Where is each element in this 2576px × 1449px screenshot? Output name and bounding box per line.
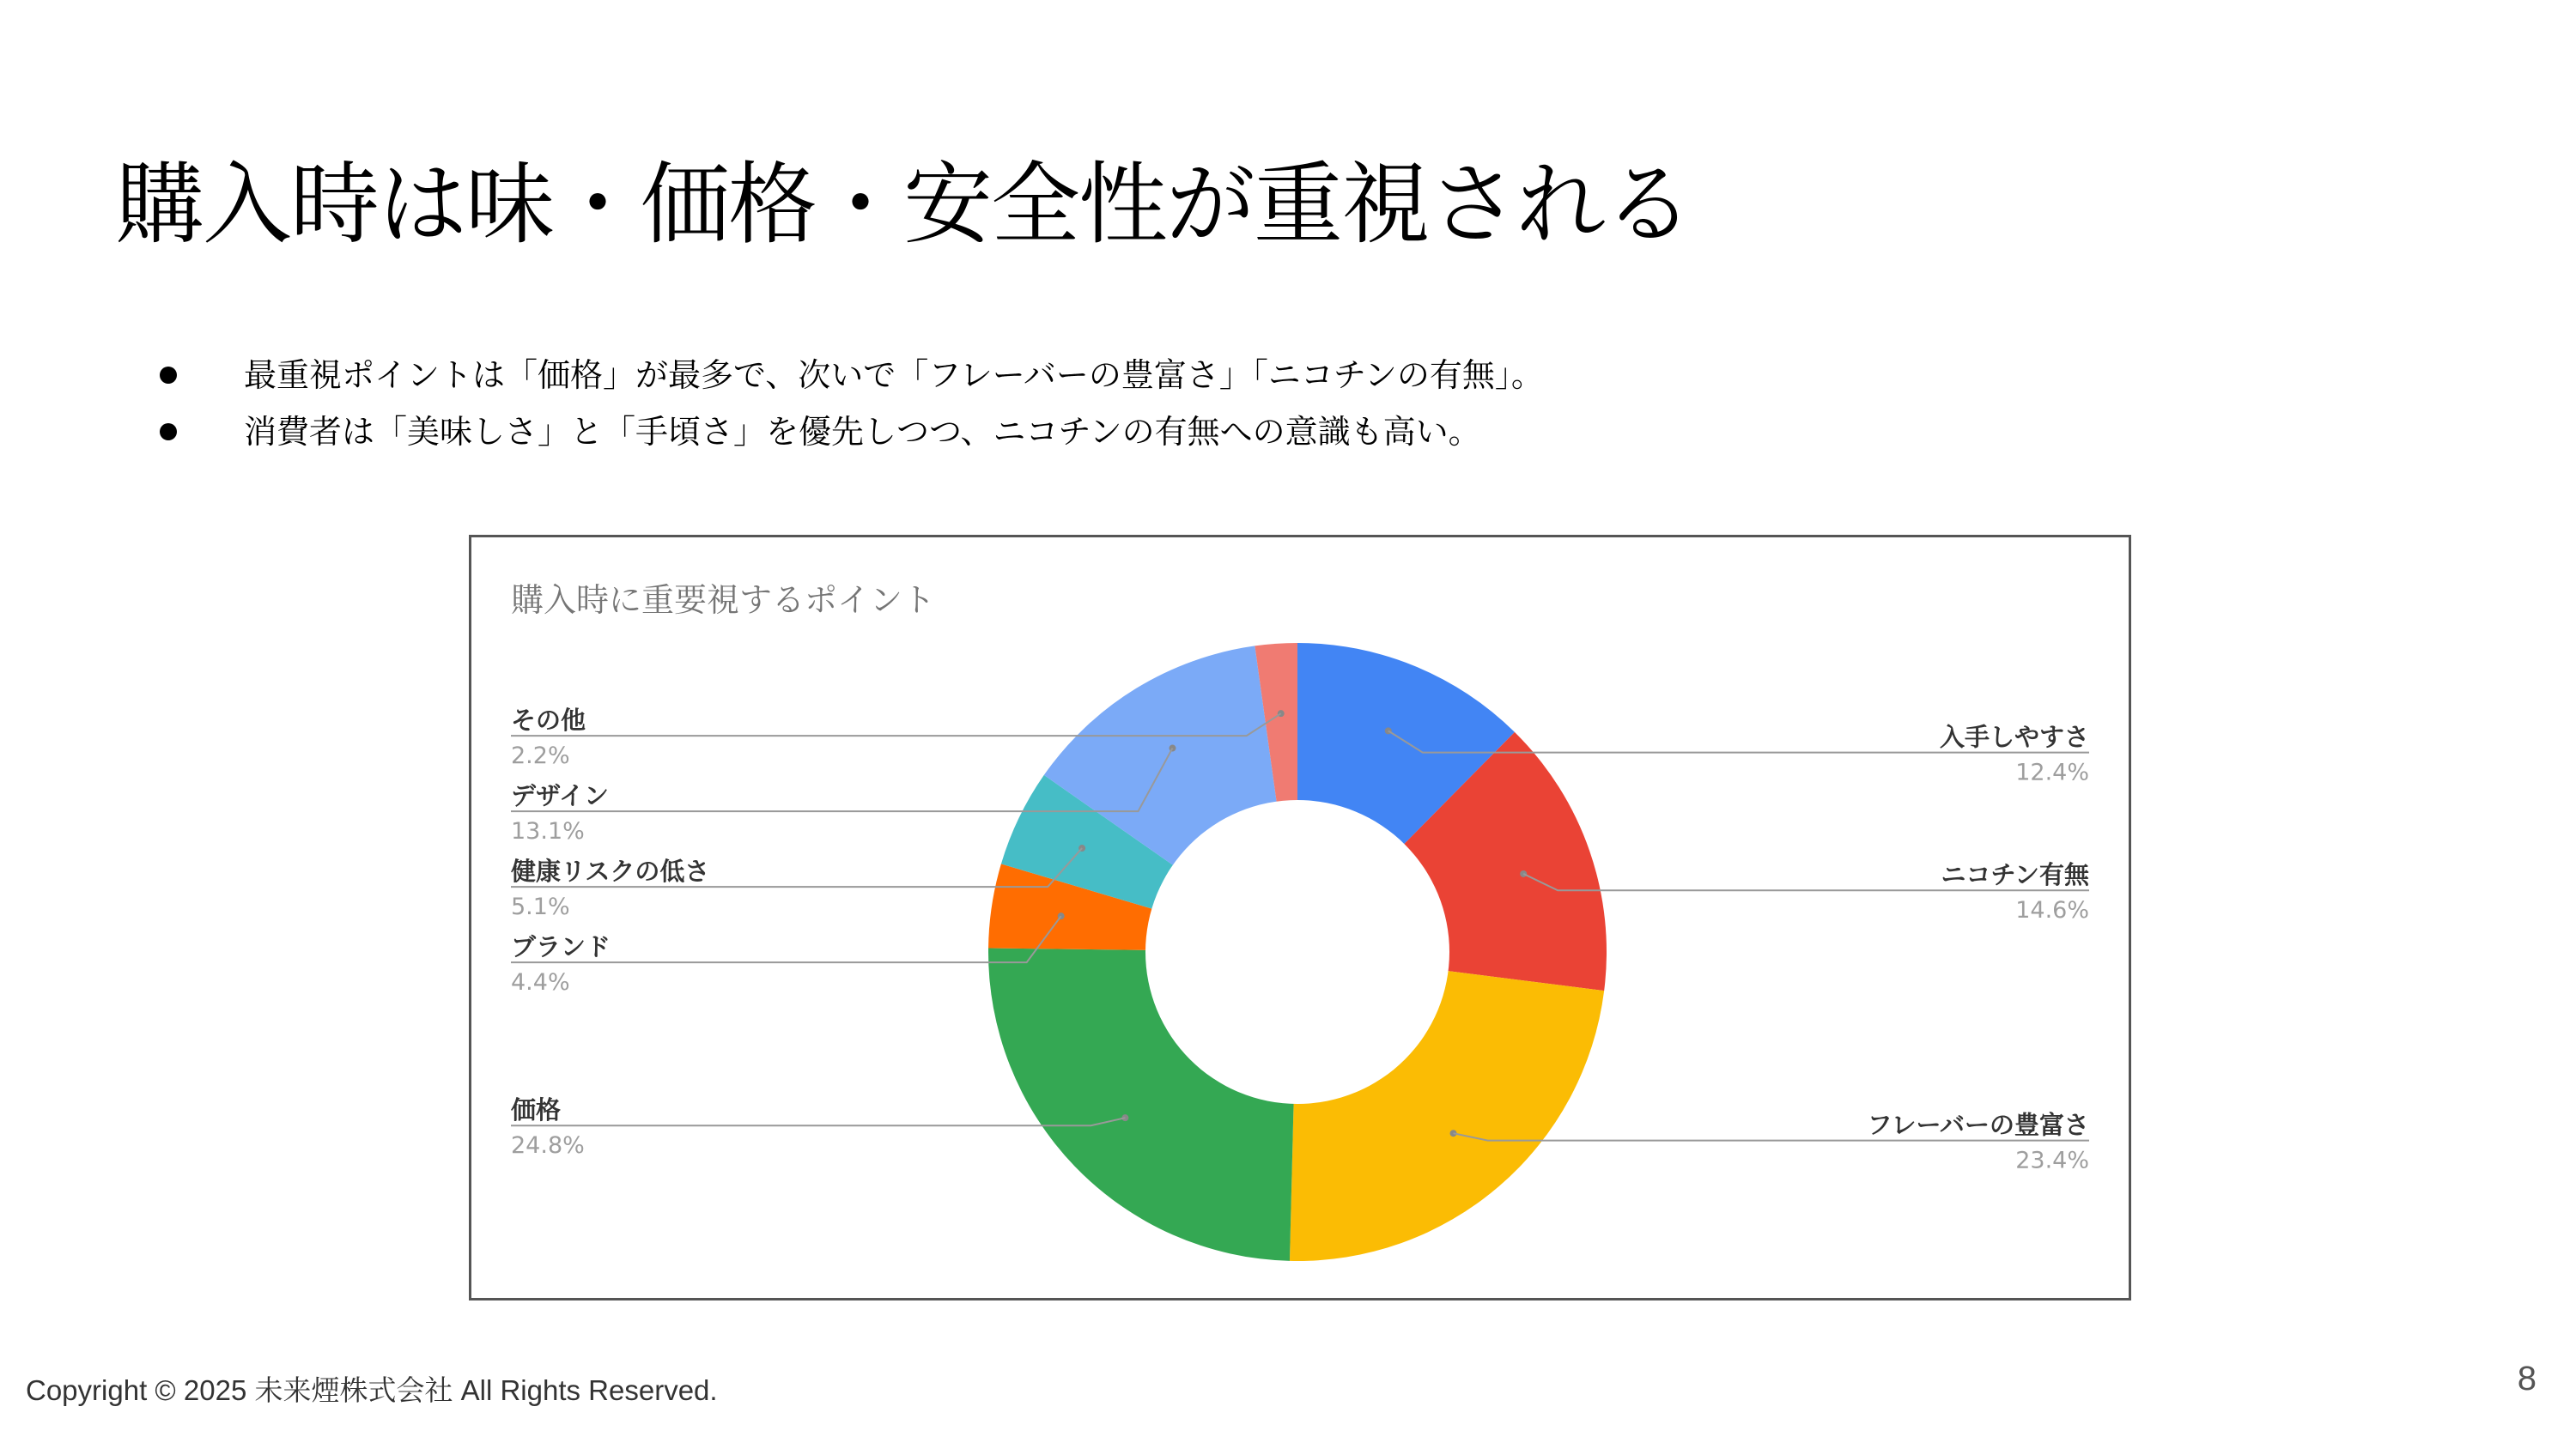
bullet-item <box>155 403 1544 460</box>
slice-label-name: ニコチン有無 <box>1941 860 2089 890</box>
leader-line <box>511 1118 1125 1125</box>
bullet-text: 最重視ポイントは「価格」が最多で、次いで「フレーバーの豊富さ」「ニコチンの有無」。 <box>244 356 1544 394</box>
chart-title: 購入時に重要視するポイント <box>511 581 936 619</box>
slice-label-name: その他 <box>511 706 586 736</box>
donut-hole <box>1145 800 1449 1104</box>
bullet-dot-icon <box>160 367 177 384</box>
slice-label-value: 14.6% <box>2015 897 2089 925</box>
slice-label-name: 健康リスクの低さ <box>511 857 710 887</box>
slice-label-value: 2.2% <box>511 743 570 770</box>
bullet-list <box>155 347 1544 460</box>
bullet-dot-icon <box>160 423 177 440</box>
slice-label-value: 5.1% <box>511 894 570 921</box>
page-number: 8 <box>2517 1360 2537 1397</box>
slice-label-name: デザイン <box>511 781 609 811</box>
bullet-text: 消費者は「美味しさ」と「手頃さ」を優先しつつ、ニコチンの有無への意識も高い。 <box>244 413 1481 451</box>
slice-label-name: フレーバーの豊富さ <box>1867 1110 2089 1140</box>
slice-label-value: 4.4% <box>511 969 570 997</box>
slice-label-value: 24.8% <box>511 1132 585 1160</box>
slice-label-name: ブランド <box>511 932 611 962</box>
slice-label-name: 入手しやすさ <box>1939 722 2089 752</box>
donut-chart <box>471 537 2129 1298</box>
chart-frame <box>469 535 2131 1300</box>
slice-label-value: 13.1% <box>511 818 585 846</box>
slice-label-name: 価格 <box>511 1095 562 1125</box>
slide-title: 購入時は味・価格・安全性が重視される <box>115 152 1692 257</box>
slice-label-value: 23.4% <box>2015 1147 2089 1174</box>
footer-copyright: Copyright © 2025 未来煙株式会社 All Rights Reserved. <box>26 1374 718 1406</box>
slice-label-value: 12.4% <box>2015 759 2089 786</box>
bullet-item <box>155 347 1544 403</box>
